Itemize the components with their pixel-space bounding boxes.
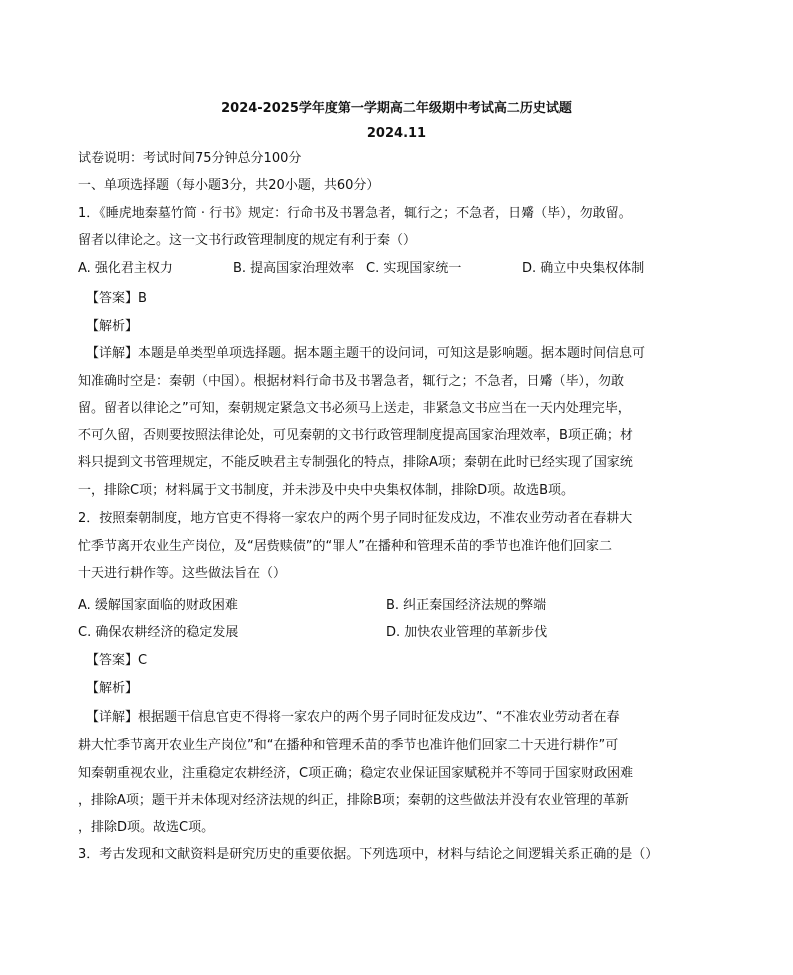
- q2-stem-line: 忙季节离开农业生产岗位，及“居赀赎债”的“罪人”在播种和管理禾苗的季节也准许他们回家二: [78, 539, 612, 554]
- q1-stem-line: 1．《睡虎地秦墓竹简 · 行书》规定：行命书及书署急者，辄行之；不急者，日觱（毕），勿敢留。: [78, 206, 632, 221]
- q2-detail-line: 耕大忙季节离开农业生产岗位”和“在播种和管理禾苗的季节也准许他们回家二十天进行耕作”可: [78, 738, 619, 753]
- q2-option-a: A. 缓解国家面临的财政困难: [78, 598, 238, 613]
- q1-detail-line: 料只提到文书管理规定，不能反映君主专制强化的特点，排除A项；秦朝在此时已经实现了国家统: [78, 455, 633, 470]
- q2-stem-line: 十天进行耕作等。这些做法旨在（）: [78, 566, 287, 581]
- q1-stem-line: 留者以律论之。这一文书行政管理制度的规定有利于秦（）: [78, 233, 417, 248]
- q1-option-d: D. 确立中央集权体制: [522, 261, 645, 276]
- q1-option-a: A. 强化君主权力: [78, 261, 173, 276]
- q1-analysis-label: 【解析】: [86, 319, 139, 334]
- q2-answer: 【答案】C: [86, 653, 148, 668]
- q2-option-b: B. 纠正秦国经济法规的弊端: [386, 598, 547, 613]
- q1-detail-line: 留。留者以律论之”可知，秦朝规定紧急文书必须马上送走，非紧急文书应当在一天内处理完毕，: [78, 401, 631, 416]
- q2-detail-line: 【详解】根据题干信息官吏不得将一家农户的两个男子同时征发戍边”、“不准农业劳动者在春: [86, 710, 620, 725]
- q2-option-d: D. 加快农业管理的革新步伐: [386, 625, 548, 640]
- q2-stem-line: 2．按照秦朝制度，地方官吏不得将一家农户的两个男子同时征发戍边，不准农业劳动者在春耕大: [78, 511, 633, 526]
- q2-analysis-label: 【解析】: [86, 681, 139, 696]
- section-heading: 一、单项选择题（每小题3分，共20小题，共60分）: [78, 178, 380, 193]
- q1-detail-line: 【详解】本题是单类型单项选择题。据本题主题干的设问词，可知这是影响题。据本题时间信息可: [86, 346, 646, 361]
- q2-detail-line: ，排除A项；题干并未体现对经济法规的纠正，排除B项；秦朝的这些做法并没有农业管理的革新: [78, 793, 629, 808]
- exam-date: 2024.11: [366, 126, 427, 141]
- q1-detail-line: 不可久留，否则要按照法律论处，可见秦朝的文书行政管理制度提高国家治理效率，B项正确；材: [78, 428, 633, 443]
- q1-option-b: B. 提高国家治理效率: [233, 261, 355, 276]
- q2-detail-line: 知秦朝重视农业，注重稳定农耕经济，C项正确；稳定农业保证国家赋税并不等同于国家财政困难: [78, 766, 634, 781]
- q3-stem-line: 3．考古发现和文献资料是研究历史的重要依据。下列选项中，材料与结论之间逻辑关系正确的是（）: [78, 847, 659, 862]
- q1-answer: 【答案】B: [86, 291, 147, 306]
- q2-detail-line: ，排除D项。故选C项。: [78, 820, 215, 835]
- exam-note: 试卷说明：考试时间75分钟总分100分: [78, 151, 302, 166]
- exam-title: 2024-2025学年度第一学期高二年级期中考试高二历史试题: [221, 101, 572, 116]
- q1-detail-line: 一，排除C项；材料属于文书制度，并未涉及中央中央集权体制，排除D项。故选B项。: [78, 483, 575, 498]
- q2-option-c: C. 确保农耕经济的稳定发展: [78, 625, 239, 640]
- q1-option-c: C. 实现国家统一: [366, 261, 462, 276]
- q1-detail-line: 知准确时空是：秦朝（中国）。根据材料行命书及书署急者，辄行之；不急者，日觱（毕），勿敢: [78, 374, 625, 389]
